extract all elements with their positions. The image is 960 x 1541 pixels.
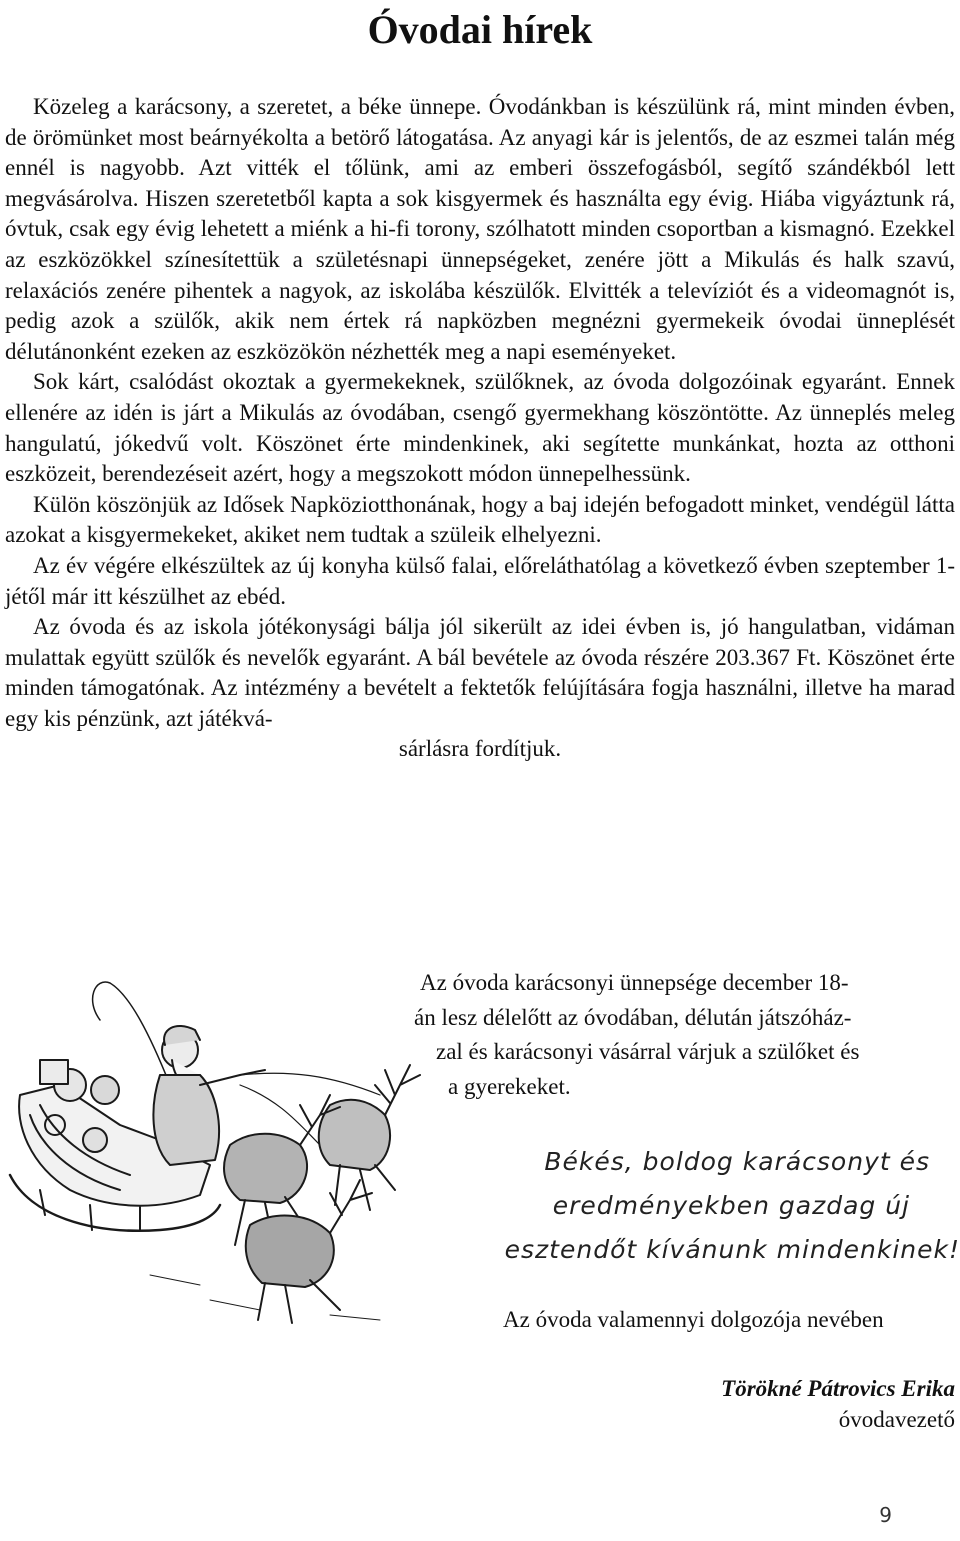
paragraph-5 [5, 612, 955, 765]
signoff-text: Az óvoda valamennyi dolgozója nevében [503, 1307, 884, 1332]
staff-signoff [475, 1303, 957, 1337]
paragraph-1: Közeleg a karácsony, a szeretet, a béke ünnepe. Óvodánkban is készülünk rá, mint minden évben, de örömünket most beárnyékolta a betörő látogatása. Az anyagi kár is jelentős, de az eszmei talán még ennél is nagyobb. Azt vitték el tőlünk, ami az emberi összefogásból, segítő szándékból lett megvásárolva. Hiszen szeretetből kapta a sok kisgyermek és használta egy évig. Hiába vigyáztunk rá, óvtuk, csak egy évig lehetett a miénk a hi-fi torony, szólhatott minden csoportban a kismagnó. Ezekkel az eszközökkel színesítettük a születésnapi ünnepségeket, zenére jött a Mikulás és halk szavú, relaxációs zenére pihentek a nagyok, az iskolába készülők. Elvitték a televíziót és a videomagnót is, pedig azok a szülők, akik nem értek rá napközben megnézni gyermekeik óvodai ünneplését délutánonként ezeken az eszközökön nézhették meg a napi eseményeket. [5, 94, 955, 364]
paragraph-4: Az év végére elkészültek az új konyha külső falai, előreláthatólag a következő évben szeptember 1-jétől már itt készülhet az ebéd. [5, 552, 955, 609]
event-line: án lesz délelőtt az óvodában, délután játszóház- [414, 1004, 852, 1030]
event-line: Az óvoda karácsonyi ünnepsége december 18- [420, 970, 849, 995]
event-line: zal és karácsonyi vásárral várjuk a szülőket és [436, 1039, 860, 1064]
signature-role: óvodavezető [838, 1407, 955, 1432]
santa-sleigh-icon [0, 975, 450, 1325]
event-line: a gyerekeket. [448, 1073, 571, 1099]
article-body [5, 92, 955, 765]
paragraph-3: Külön köszönjük az Idősek Napköziotthonának, hogy a baj idején befogadott minket, vendégül látta azokat a kisgyermekeket, akiket nem tudtak a szüleik elhelyezni. [5, 491, 955, 548]
greeting-line: eredményekben gazdag új [552, 1191, 910, 1220]
santa-sleigh-illustration [0, 975, 450, 1325]
greeting-line: esztendőt kívánunk mindenkinek! [504, 1235, 960, 1264]
holiday-greeting [460, 1140, 960, 1272]
paragraph-5-tail: sárlásra fordítjuk. [398, 736, 562, 762]
greeting-line: Békés, boldog karácsonyt és [544, 1147, 930, 1176]
page-title: Óvodai hírek [367, 7, 593, 52]
signature-name: Törökné Pátrovics Erika [721, 1376, 955, 1401]
signature-block [721, 1373, 955, 1435]
page-number: 9 [879, 1503, 892, 1527]
paragraph-2: Sok kárt, csalódást okoztak a gyermekeknek, szülőknek, az óvoda dolgozóinak egyaránt. Ennek ellenére az idén is járt a Mikulás az óvodában, csengő gyermekhang köszöntötte. Az ünneplés meleg hangulatú, jókedvű volt. Köszönet érte mindenkinek, aki segítette munkánkat, hozta az otthoni eszközeit, berendezéseit azért, hogy a megszokott módon ünnepelhessünk. [5, 369, 955, 487]
paragraph-5-text: Az óvoda és az iskola jótékonysági bálja jól sikerült az idei évben is, jó hangulatban, vidáman mulattak együtt szülők és nevelők egyaránt. A bál bevétele az óvoda részére 203.367 Ft. Köszönet érte minden támogatónak. Az intézmény a bevételt a fektetők felújítására fogja használni, illetve ha marad egy kis pénzünk, azt játékvá- [5, 614, 955, 731]
christmas-event-announcement [414, 966, 955, 1104]
